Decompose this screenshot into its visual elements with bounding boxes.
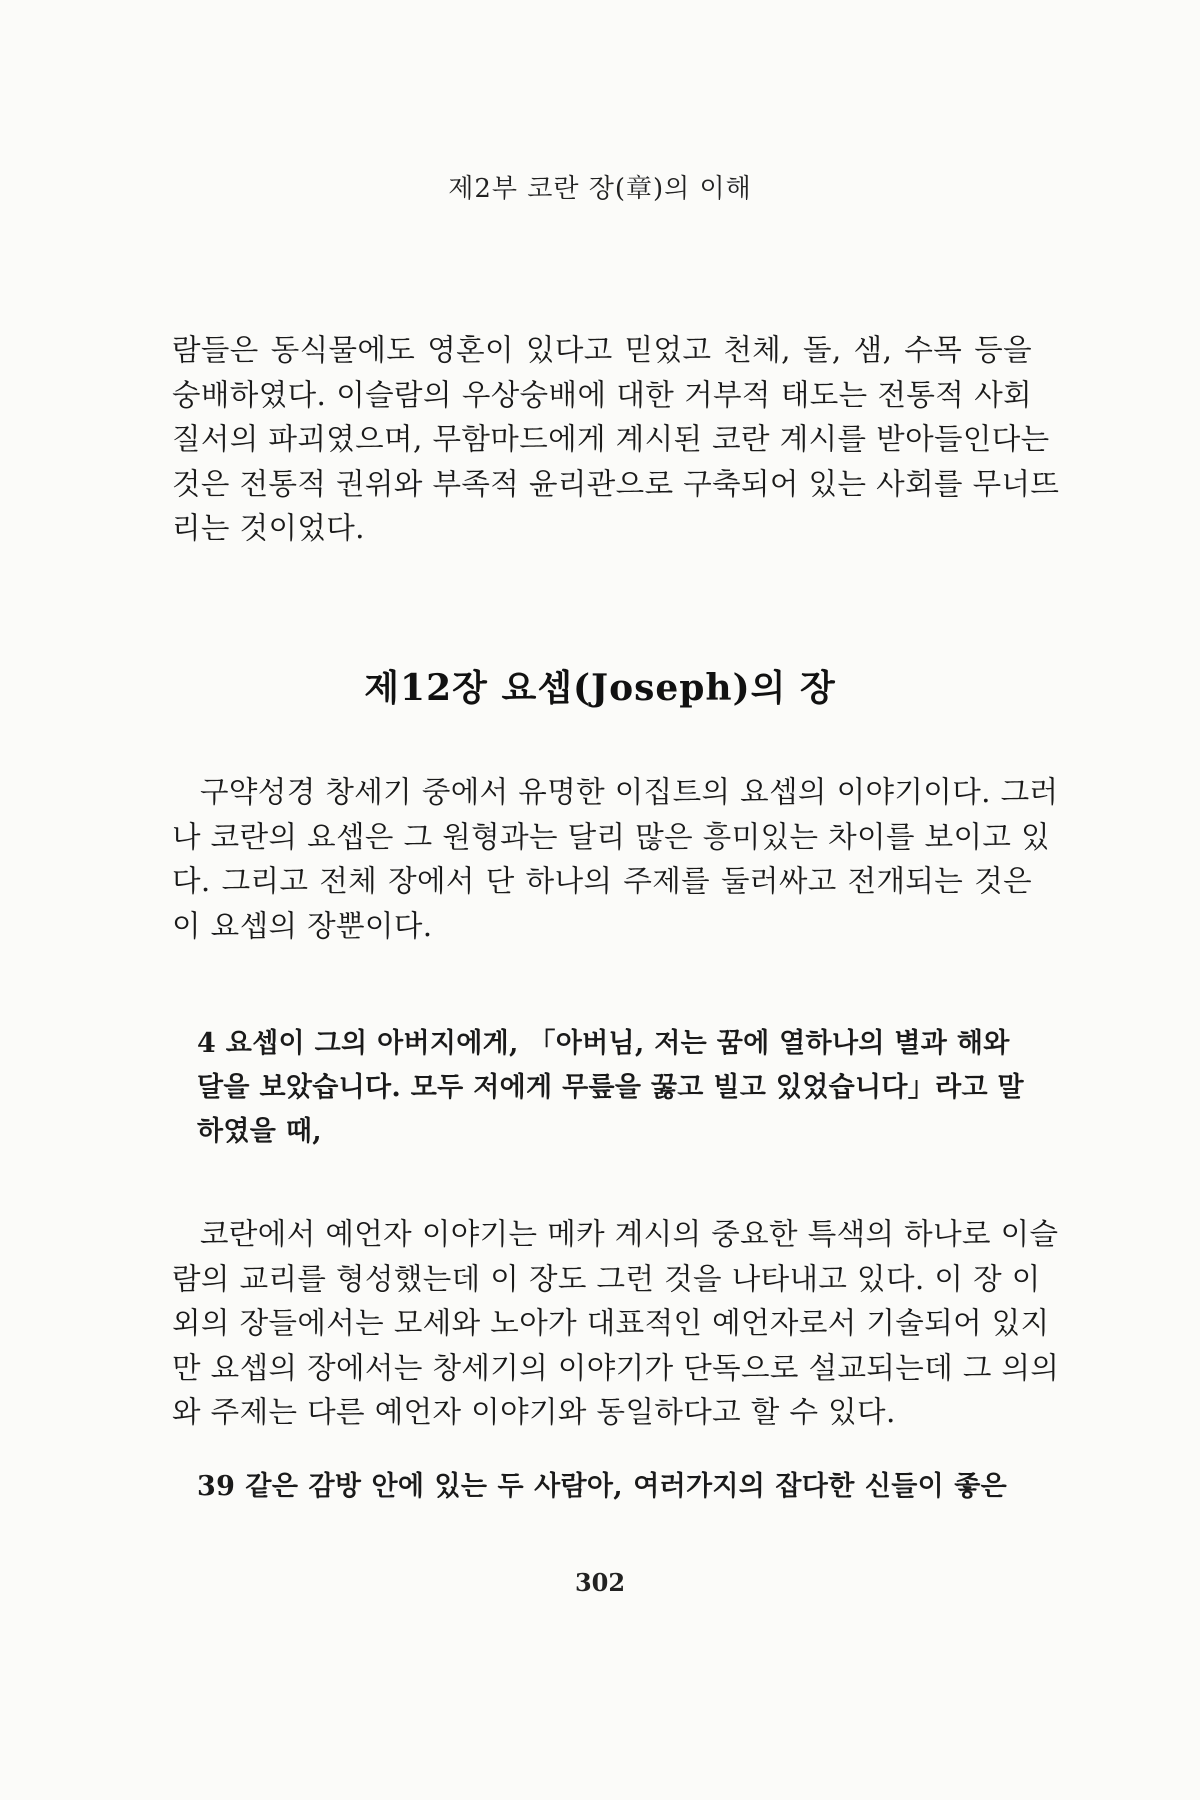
text-line: 나 코란의 요셉은 그 원형과는 달리 많은 흥미있는 차이를 보이고 있 — [172, 819, 1050, 854]
quoted-verse-39 — [197, 1465, 1007, 1509]
text-line: 다. 그리고 전체 장에서 단 하나의 주제를 둘러싸고 전개되는 것은 — [172, 864, 1032, 898]
paragraph-intro — [172, 328, 1060, 551]
text-line: 코란에서 예언자 이야기는 메카 계시의 중요한 특색의 하나로 이슬 — [200, 1217, 1059, 1251]
text-line: 질서의 파괴였으며, 무함마드에게 계시된 코란 계시를 받아들인다는 — [172, 422, 1050, 456]
quoted-verse-4 — [197, 1022, 1024, 1154]
text-line: 람들은 동식물에도 영혼이 있다고 믿었고 천체, 돌, 샘, 수목 등을 — [172, 333, 1032, 367]
verse-line: 4 요셉이 그의 아버지에게, 「아버님, 저는 꿈에 열하나의 별과 해와 — [197, 1028, 1010, 1059]
running-header: 제2부 코란 장(章)의 이해 — [448, 174, 752, 204]
text-line: 숭배하였다. 이슬람의 우상숭배에 대한 거부적 태도는 전통적 사회 — [172, 377, 1032, 412]
text-line: 구약성경 창세기 중에서 유명한 이집트의 요셉의 이야기이다. 그러 — [200, 775, 1059, 809]
text-line: 만 요셉의 장에서는 창세기의 이야기가 단독으로 설교되는데 그 의의 — [172, 1350, 1060, 1385]
paragraph-prophet-stories — [172, 1212, 1060, 1435]
page-number: 302 — [574, 1568, 626, 1597]
verse-line: 달을 보았습니다. 모두 저에게 무릎을 꿇고 빌고 있었습니다」라고 말 — [197, 1072, 1024, 1103]
paragraph-chapter-intro — [172, 770, 1059, 948]
text-line: 것은 전통적 권위와 부족적 윤리관으로 구축되어 있는 사회를 무너뜨 — [172, 466, 1060, 501]
text-line: 이 요셉의 장뿐이다. — [172, 908, 433, 943]
text-line: 리는 것이었다. — [172, 511, 365, 545]
chapter-title: 제12장 요셉(Joseph)의 장 — [364, 667, 836, 709]
verse-line: 하였을 때, — [197, 1116, 322, 1147]
text-line: 람의 교리를 형성했는데 이 장도 그런 것을 나타내고 있다. 이 장 이 — [172, 1261, 1041, 1296]
verse-line: 39 같은 감방 안에 있는 두 사람아, 여러가지의 잡다한 신들이 좋은 — [197, 1471, 1007, 1502]
text-line: 외의 장들에서는 모세와 노아가 대표적인 예언자로서 기술되어 있지 — [172, 1306, 1050, 1340]
text-line: 와 주제는 다른 예언자 이야기와 동일하다고 할 수 있다. — [172, 1395, 896, 1429]
